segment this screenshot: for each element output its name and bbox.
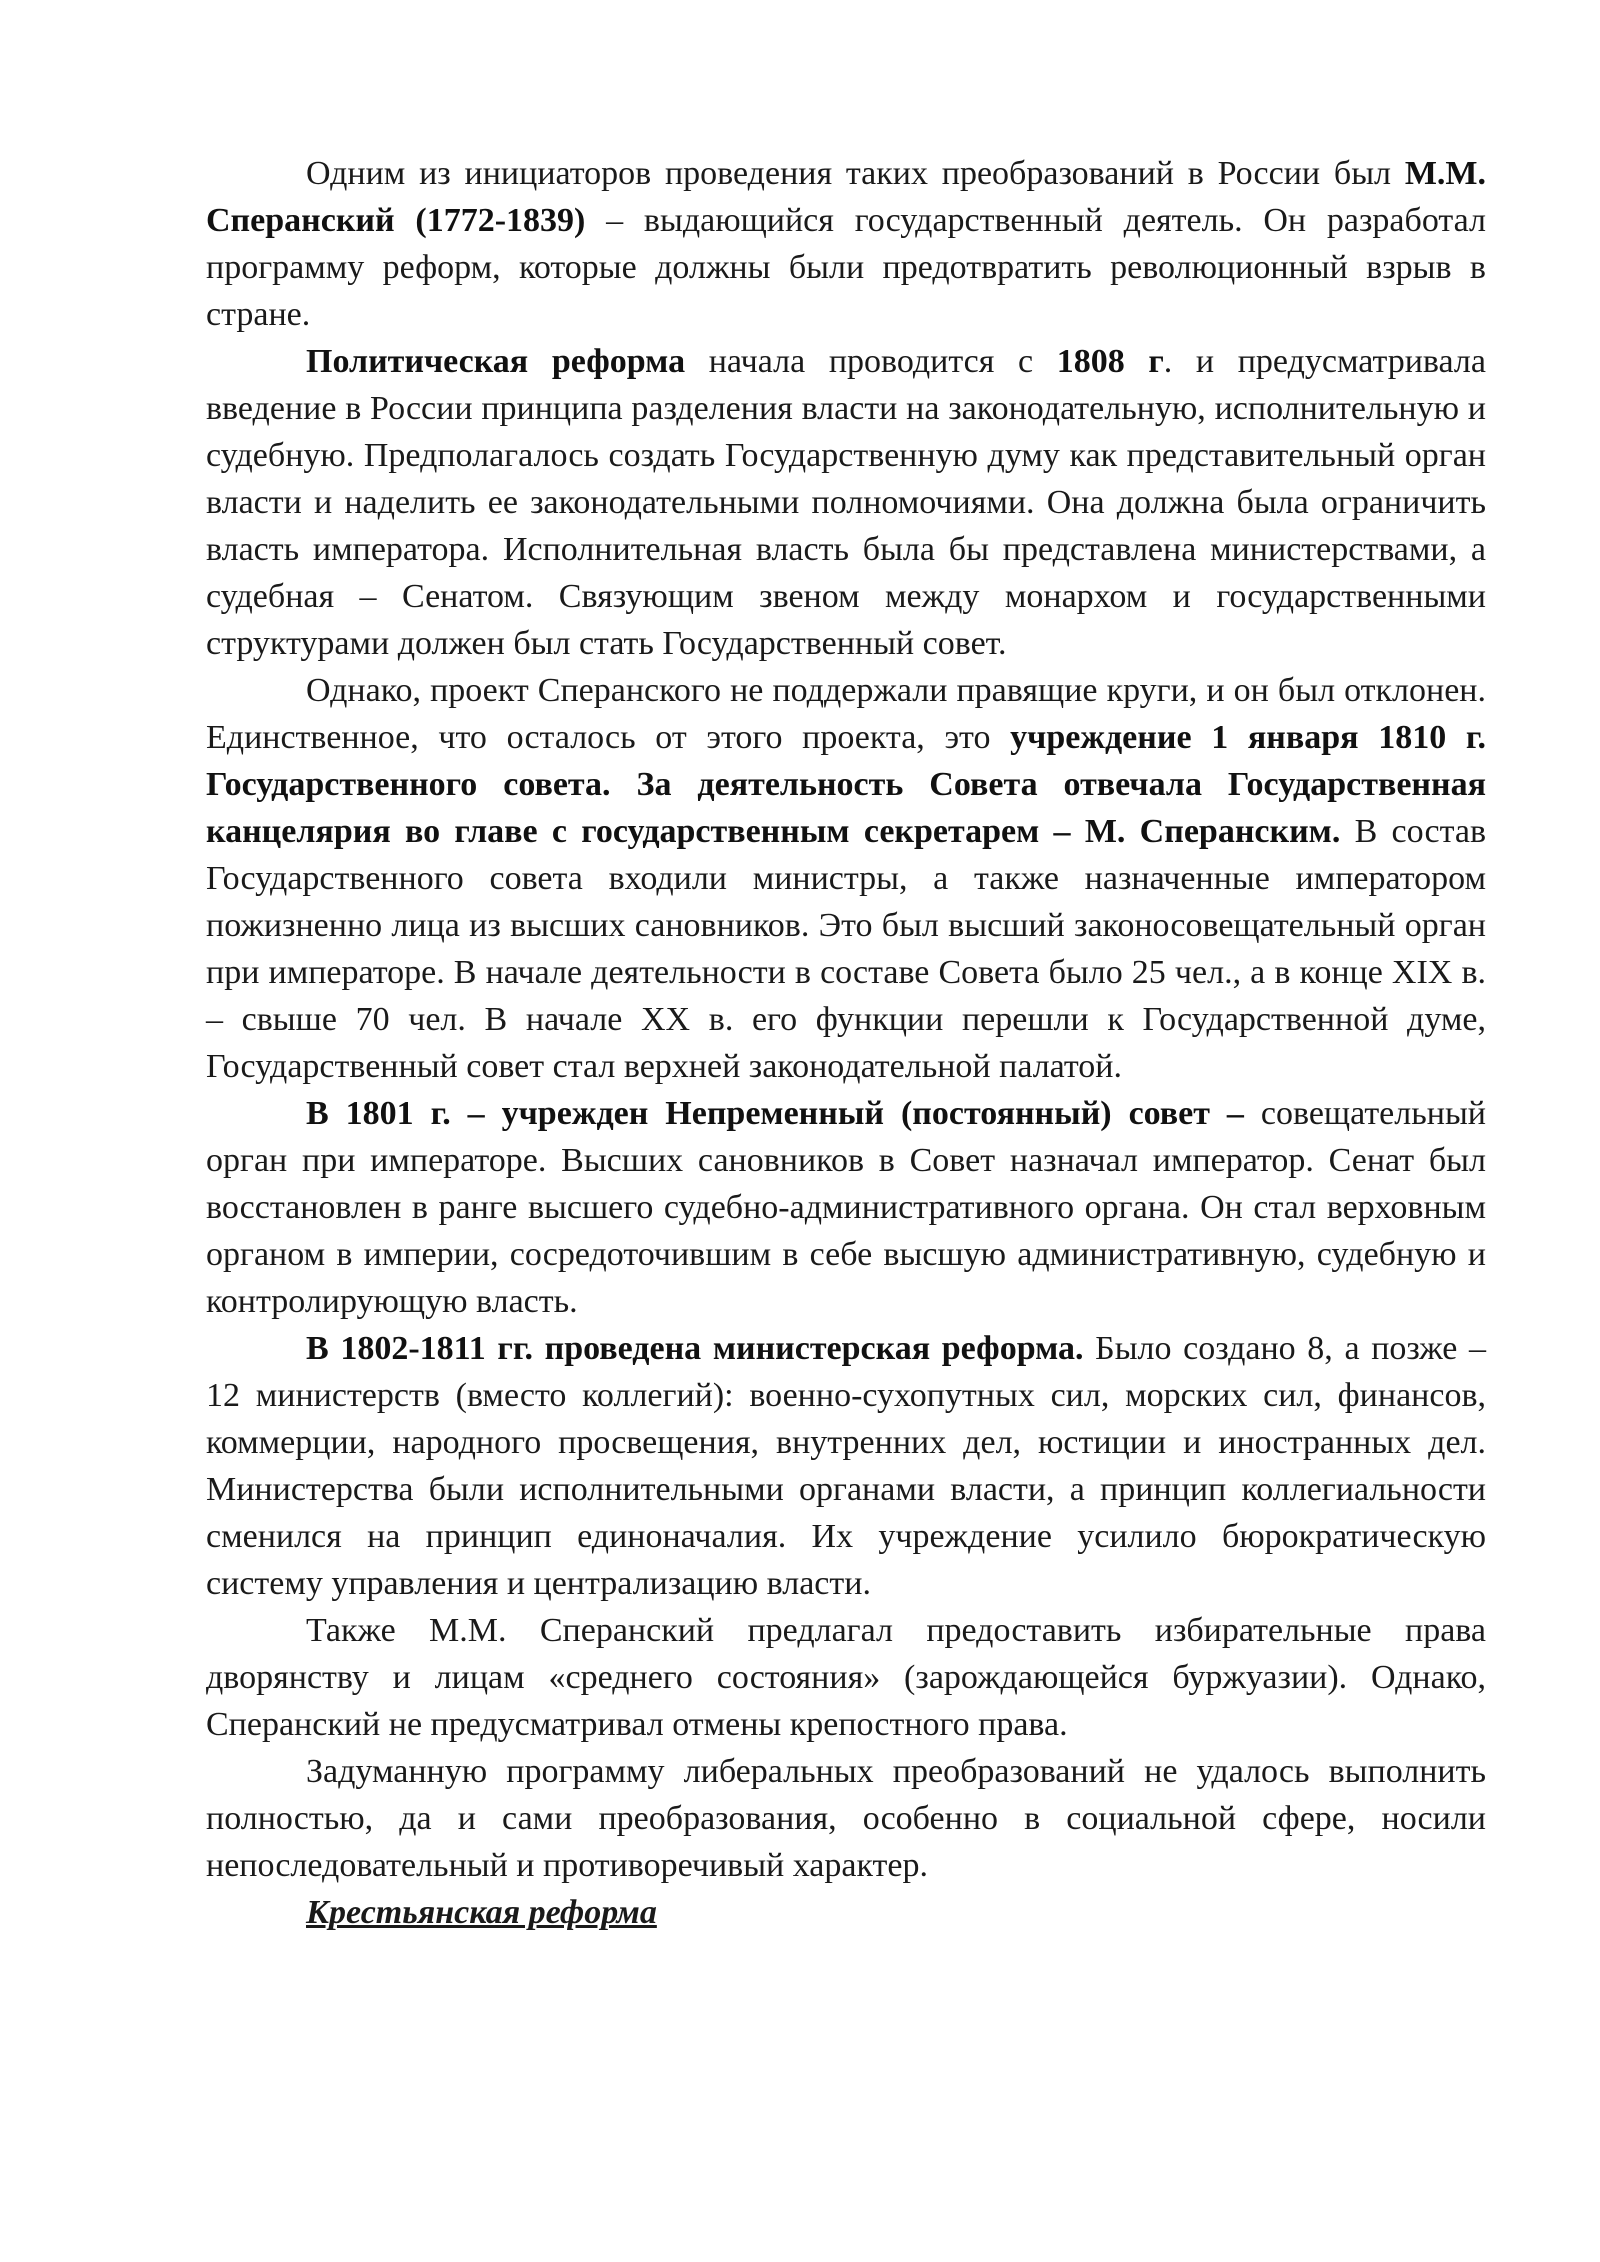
bold-text-run: М.М. Сперанский (1772-1839) bbox=[206, 155, 1486, 239]
text-run: Одним из инициаторов проведения таких преобразований в России был bbox=[306, 155, 1405, 192]
text-run: Также М.М. Сперанский предлагал предоставить избирательные права дворянству и лицам «среднего состояния» (зарождающейся буржуазии). Однако, Сперанский не предусматривал отмены крепостного права. bbox=[206, 1612, 1486, 1743]
section-heading-text: Крестьянская реформа bbox=[306, 1894, 657, 1931]
bold-text-run: В 1801 г. – учрежден Непременный (постоянный) совет – bbox=[306, 1095, 1244, 1132]
paragraph-1 bbox=[206, 150, 1486, 338]
text-run: Было создано 8, а позже – 12 министерств (вместо коллегий): военно-сухопутных сил, морских сил, финансов, коммерции, народного просвещения, внутренних дел, юстиции и иностранных дел. Министерства были исполнительными органами власти, а принцип коллегиальности сменился на принцип единоначалия. Их учреждение усилило бюрократическую систему управления и централизацию власти. bbox=[206, 1330, 1486, 1602]
text-run: начала проводится с bbox=[685, 343, 1057, 380]
paragraph-4 bbox=[206, 1090, 1486, 1325]
text-run: – выдающийся государственный деятель. Он разработал программу реформ, которые должны были предотвратить революционный взрыв в стране. bbox=[206, 202, 1487, 333]
paragraph-6 bbox=[206, 1607, 1486, 1748]
paragraph-3 bbox=[206, 667, 1486, 1090]
paragraph-7 bbox=[206, 1748, 1486, 1889]
text-run: совещательный орган при императоре. Высших сановников в Совет назначал император. Сенат был восстановлен в ранге высшего судебно-административного органа. Он стал верховным органом в империи, сосредоточившим в себе высшую административную, судебную и контролирующую власть. bbox=[206, 1095, 1486, 1320]
bold-text-run: В 1802-1811 гг. проведена министерская реформа. bbox=[306, 1330, 1084, 1367]
bold-text-run: Политическая реформа bbox=[306, 343, 686, 380]
section-heading bbox=[206, 1889, 1486, 1936]
paragraph-5 bbox=[206, 1325, 1486, 1607]
text-run: Однако, проект Сперанского не поддержали правящие круги, и он был отклонен. Единственное, что осталось от этого проекта, это bbox=[206, 672, 1486, 756]
bold-text-run: 1808 г bbox=[1056, 343, 1164, 380]
text-run: . и предусматривала введение в России принципа разделения власти на законодательную, исполнительную и судебную. Предполагалось создать Государственную думу как представительный орган власти и наделить ее законодательными полномочиями. Она должна была ограничить власть императора. Исполнительная власть была бы представлена министерствами, а судебная – Сенатом. Связующим звеном между монархом и государственными структурами должен был стать Государственный совет. bbox=[206, 343, 1486, 662]
bold-text-run: учреждение 1 января 1810 г. Государственного совета. За деятельность Совета отвечала Государственная канцелярия во главе с государственным секретарем – М. Сперанским. bbox=[206, 719, 1486, 850]
text-run: В состав Государственного совета входили министры, а также назначенные императором пожизненно лица из высших сановников. Это был высший законосовещательный орган при императоре. В начале деятельности в составе Совета было 25 чел., а в конце XIX в. – свыше 70 чел. В начале XX в. его функции перешли к Государственной думе, Государственный совет стал верхней законодательной палатой. bbox=[206, 813, 1486, 1085]
document-page bbox=[206, 150, 1486, 1936]
paragraph-2 bbox=[206, 338, 1486, 667]
text-run: Задуманную программу либеральных преобразований не удалось выполнить полностью, да и сами преобразования, особенно в социальной сфере, носили непоследовательный и противоречивый характер. bbox=[206, 1753, 1486, 1884]
